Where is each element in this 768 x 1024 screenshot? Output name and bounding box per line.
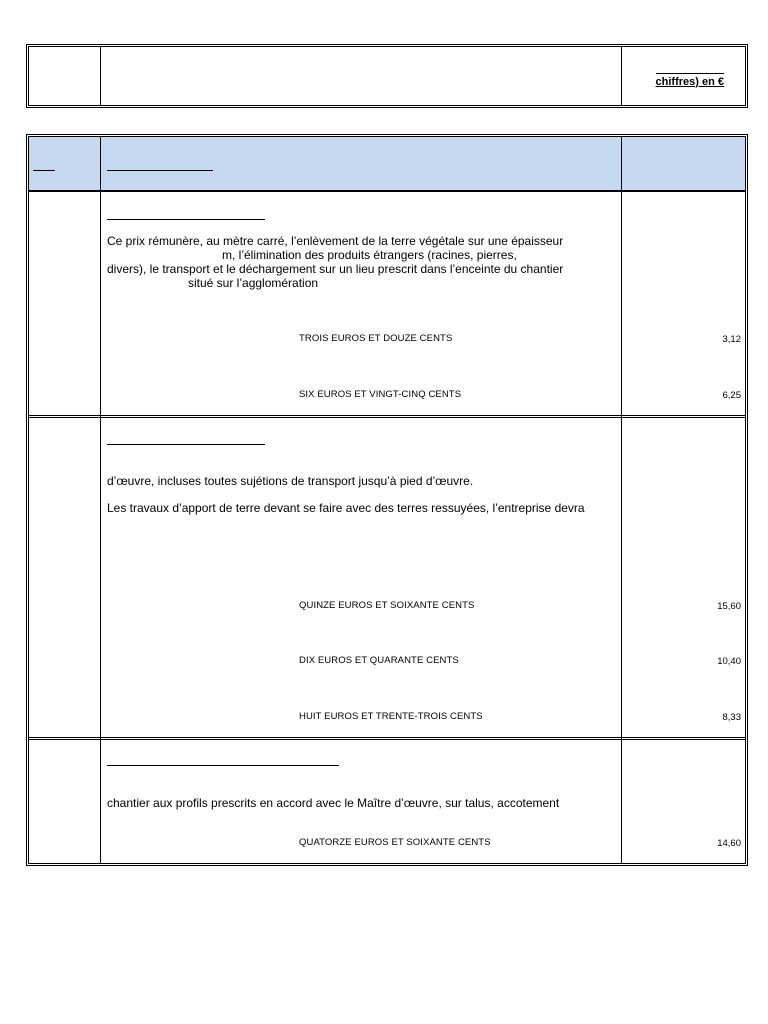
price-in-words: DIX EUROS ET QUARANTE CENTS	[299, 655, 459, 666]
price-in-words: QUATORZE EUROS ET SOIXANTE CENTS	[299, 837, 491, 848]
price-column-label: chiffres) en €	[655, 76, 724, 88]
header-underline	[107, 170, 213, 171]
row-separator	[29, 415, 745, 418]
item-description-line: m, l’élimination des produits étrangers (racines, pierres,	[222, 248, 517, 262]
column-divider	[100, 137, 101, 863]
price-amount: 15,60	[717, 601, 741, 612]
price-amount: 3,12	[722, 334, 741, 345]
item-title-underline	[107, 219, 265, 220]
column-divider	[621, 137, 622, 863]
item-title-underline	[107, 444, 265, 445]
price-in-words: QUINZE EUROS ET SOIXANTE CENTS	[299, 600, 475, 611]
column-divider	[621, 47, 622, 105]
item-description-line: situé sur l’agglomération	[188, 276, 319, 290]
item-title-underline	[107, 765, 339, 766]
price-amount: 8,33	[722, 712, 741, 723]
price-table	[26, 134, 748, 866]
header-table	[26, 44, 748, 108]
item-description-line: Ce prix rémunère, au mètre carré, l’enlèvement de la terre végétale sur une épaisseur	[107, 234, 564, 248]
header-underline	[33, 170, 55, 171]
row-separator	[29, 190, 745, 192]
item-description-line: divers), le transport et le déchargement sur un lieu prescrit dans l’enceinte du chantier	[107, 262, 564, 276]
price-in-words: TROIS EUROS ET DOUZE CENTS	[299, 333, 453, 344]
price-in-words: SIX EUROS ET VINGT-CINQ CENTS	[299, 389, 462, 400]
item-description-line: chantier aux profils prescrits en accord avec le Maître d’œuvre, sur talus, accotement	[107, 796, 560, 810]
price-amount: 14,60	[717, 838, 741, 849]
row-separator	[29, 737, 745, 740]
item-description-line: d’œuvre, incluses toutes sujétions de transport jusqu’à pied d’œuvre.	[107, 474, 474, 488]
table-header-row	[29, 137, 745, 190]
price-in-words: HUIT EUROS ET TRENTE-TROIS CENTS	[299, 711, 483, 722]
item-description-line: Les travaux d’apport de terre devant se faire avec des terres ressuyées, l’entreprise devra	[107, 501, 585, 515]
price-amount: 6,25	[722, 390, 741, 401]
price-amount: 10,40	[717, 656, 741, 667]
column-divider	[100, 47, 101, 105]
